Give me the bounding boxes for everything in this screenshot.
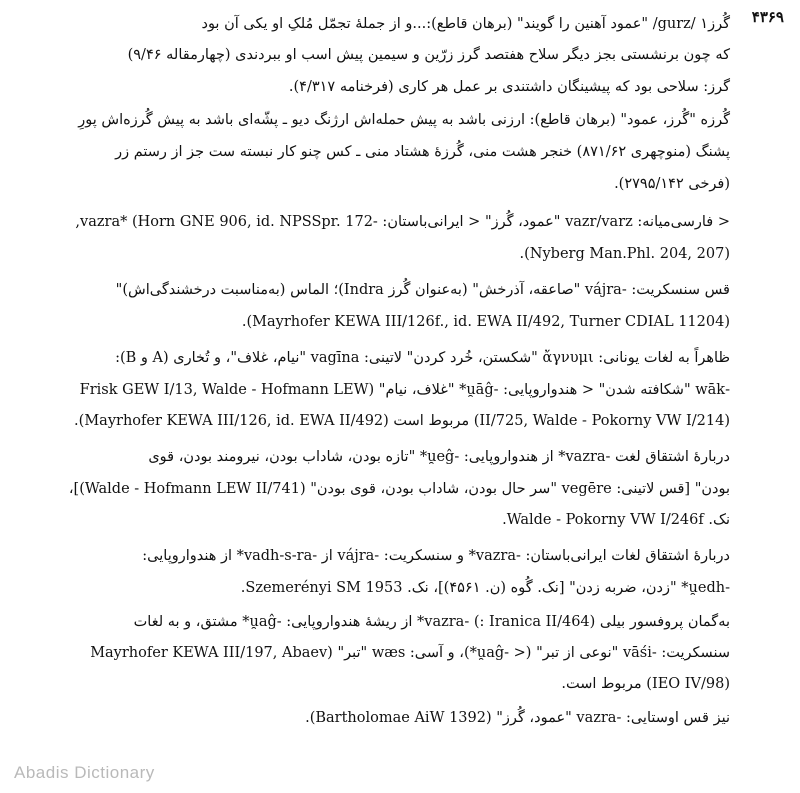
- greek-line-1: ظاهراً به لغات یونانی: ἄγνυμι "شکستن، خُرد کردن" لاتینی: vagīna "نیام، غلاف"، و تُخاری (A و B):: [115, 350, 730, 366]
- page-number: ۴۳۶۹: [751, 8, 784, 26]
- etymology-line-2: (Nyberg Man.Phl. 204, 207).: [519, 246, 730, 262]
- entry-line-4: گُرزه "گُرز، عمود" (برهان قاطع): ارزنی باشد به پیش حمله‌اش ارژنگ دیو ـ پشّه‌ای باشد به پیش گُرزه‌اش پورِ: [78, 112, 730, 128]
- etymology-line-1: < فارسی‌میانه: vazr/varz "عمود، گُرز" < ایرانی‌باستان: -vazra* (Horn GNE 906, id. NPSSpr. 172,: [75, 214, 730, 230]
- watermark-text: Abadis Dictionary: [14, 763, 155, 782]
- avestan-line: نیز قس اوستایی: -vazra "عمود، گُرز" (Bartholomae AiW 1392).: [305, 710, 730, 726]
- bailey-line-2: سنسکریت: -vāśi "نوعی از تبر" (< -u̯aĝ*)، و آسی: wæs "تبر" (Mayrhofer KEWA III/197, Abaev: [90, 645, 730, 661]
- bailey-line-1: به‌گمان پروفسور بیلی (Iranica II/464 :) -vazra* از ریشهٔ هندواروپایی: -u̯aĝ* مشتق، و به لغات: [133, 614, 730, 630]
- comparison-line-2: (Mayrhofer KEWA III/126f., id. EWA II/492, Turner CDIAL 11204).: [241, 314, 730, 330]
- derivation2-line-2: -u̯edh* "زدن، ضربه زدن" [نک. گُوه (ن. ۴۵۶۱)]، نک. Szemerényi SM 1953.: [240, 580, 730, 596]
- comparison-line-1: قس سنسکریت: -vájra "صاعقه، آذرخش" (به‌عنوان گُرز Indra)؛ الماس (به‌مناسبت درخشندگی‌اش)": [115, 282, 730, 298]
- derivation-line-1: دربارهٔ اشتقاق لغت -vazra* از هندواروپایی: -u̯eĝ* "تازه بودن، شاداب بودن، نیرومند بودن، قوی: [148, 449, 730, 465]
- entry-line-5: پشنگ (منوچهری ۸۷۱/۶۲) خنجر هشت منی، گُرزهٔ هشتاد منی ـ کس چنو کار نبسته ست جز از رستم زر: [115, 144, 730, 160]
- greek-line-2: -wāk "شکافته شدن" < هندواروپایی: -u̯āĝ* "غلاف، نیام" (Frisk GEW I/13, Walde - Hofmann LEW: [79, 382, 730, 398]
- bailey-line-3: (IEO IV/98) مربوط است.: [561, 676, 730, 692]
- derivation2-line-1: دربارهٔ اشتقاق لغات ایرانی‌باستان: -vazra* و سنسکریت: -vájra از -vadh-s-ra* از هندواروپایی:: [142, 548, 730, 564]
- entry-line-2: که چون برنشستی بجز دیگر سلاح هفتصد گرز زرّین و سیمین پیش اسب او ببردندی (چهارمقاله ۹/۴۶): [127, 47, 730, 63]
- entry-line-3: گرز: سلاحی بود که پیشینگان داشتندی بر عمل هر کاری (فرخنامه ۴/۳۱۷).: [288, 79, 730, 95]
- entry-line-6: (فرخی ۲۷۹۵/۱۴۲).: [614, 176, 730, 192]
- derivation-line-2: بودن" [قس لاتینی: vegēre "سر حال بودن، شاداب بودن، قوی بودن" (Walde - Hofmann LEW II/741)]،: [68, 481, 730, 497]
- entry-line-1: گُرز۱ /gurz/ "عمود آهنین را گویند" (برهان قاطع):...و از جملهٔ تجمّل مُلکِ او یکی آن بود: [201, 16, 730, 32]
- greek-line-3: (II/725, Walde - Pokorny VW I/214) مربوط است (Mayrhofer KEWA III/126, id. EWA II/492).: [74, 413, 730, 429]
- derivation-line-3: نک. Walde - Pokorny VW I/246f.: [502, 512, 730, 528]
